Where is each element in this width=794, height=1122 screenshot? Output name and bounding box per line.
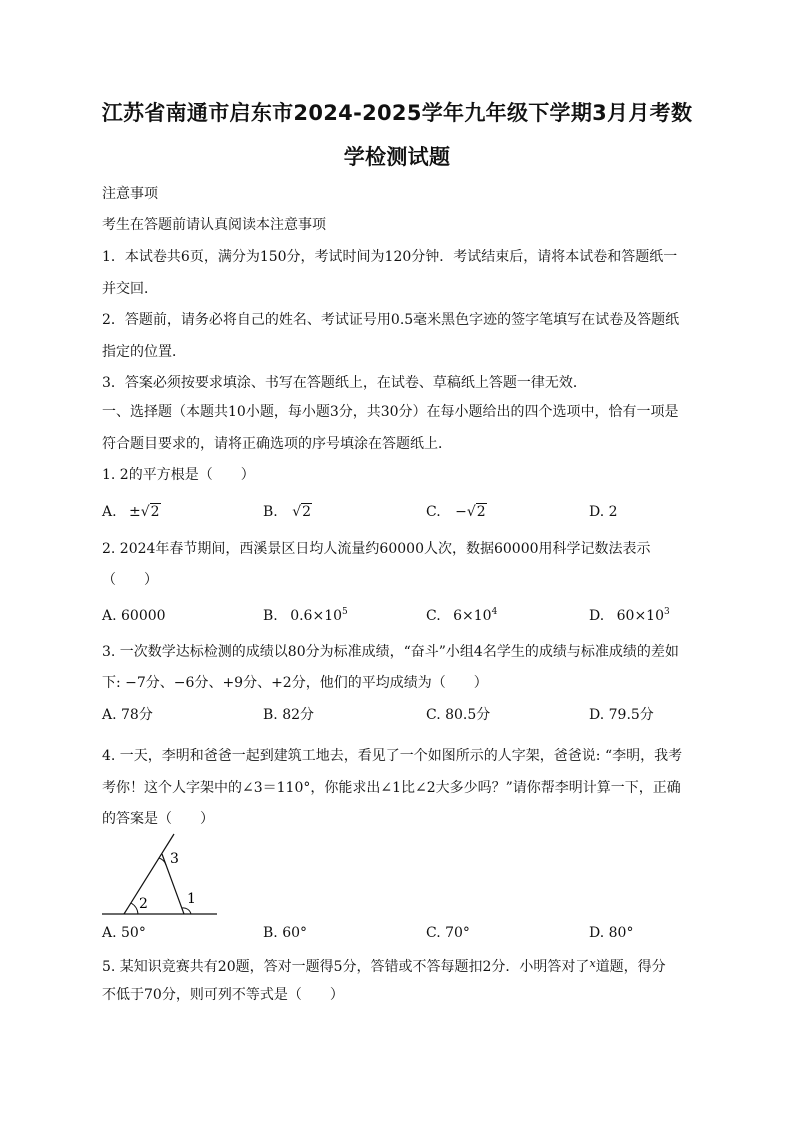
question-3-option-a: A. 78分 xyxy=(102,707,153,723)
question-5-text-cont: 道题，得分 xyxy=(595,959,666,975)
notice-item-2-cont: 指定的位置． xyxy=(102,344,186,360)
sqrt-icon: √2 xyxy=(140,504,160,520)
question-4-option-b: B. 60° xyxy=(263,925,308,941)
angle-2-arc xyxy=(131,903,138,914)
notice-heading: 注意事项 xyxy=(102,186,158,202)
question-4-option-d: D. 80° xyxy=(589,925,634,941)
notice-item-1: 1．本试卷共6页，满分为150分，考试时间为120分钟．考试结束后，请将本试卷和答题纸一 xyxy=(102,249,678,265)
question-2-option-a: A. 60000 xyxy=(102,608,166,624)
notice-intro: 考生在答题前请认真阅读本注意事项 xyxy=(102,217,326,233)
sqrt-icon: √2 xyxy=(292,504,312,520)
variable-x: x xyxy=(589,957,596,970)
question-2-option-b xyxy=(263,607,348,625)
notice-item-2: 2．答题前，请务必将自己的姓名、考试证号用0.5毫米黑色字迹的签字笔填写在试卷及答题纸 xyxy=(102,312,680,328)
left-beam xyxy=(124,834,174,914)
question-3-option-c: C. 80.5分 xyxy=(426,707,491,723)
question-2-paren: （ ） xyxy=(102,572,158,588)
herringbone-frame-figure xyxy=(100,828,225,920)
option-value: 60×10 xyxy=(616,608,664,624)
question-1-stem: 1. 2的平方根是（ ） xyxy=(102,467,255,483)
option-label: B. xyxy=(263,504,278,520)
question-4-option-a: A. 50° xyxy=(102,925,146,941)
question-4-stem-cont: 考你！这个人字架中的∠3＝110°，你能求出∠1比∠2大多少吗？”请你帮李明计算一下，正确 xyxy=(102,780,681,796)
option-value: 0.6×10 xyxy=(290,608,343,624)
exponent: 4 xyxy=(491,607,498,617)
page-title: 江苏省南通市启东市2024-2025学年九年级下学期3月月考数 xyxy=(101,101,693,125)
question-1-option-c xyxy=(426,503,487,521)
question-3-stem: 3. 一次数学达标检测的成绩以80分为标准成绩，“奋斗”小组4名学生的成绩与标准成绩的差如 xyxy=(102,644,679,660)
question-3-stem-cont: 下: −7分、−6分、+9分、+2分，他们的平均成绩为（ ） xyxy=(102,675,488,691)
sqrt-icon: √2 xyxy=(466,504,486,520)
angle-3-label: 3 xyxy=(170,851,179,867)
question-2-option-d xyxy=(589,607,670,625)
question-4-option-c: C. 70° xyxy=(426,925,470,941)
notice-item-3: 3．答案必须按要求填涂、书写在答题纸上，在试卷、草稿纸上答题一律无效． xyxy=(102,375,587,391)
question-1-option-a xyxy=(102,503,161,521)
question-5-stem xyxy=(102,955,666,976)
option-label: C. xyxy=(426,608,441,624)
radicand: 2 xyxy=(476,504,486,520)
notice-item-1-cont: 并交回． xyxy=(102,281,158,297)
section-heading: 一、选择题（本题共10小题，每小题3分，共30分）在每小题给出的四个选项中，恰有一项是 xyxy=(102,404,679,420)
page-title-continued: 学检测试题 xyxy=(343,145,451,169)
question-1-option-d: D. 2 xyxy=(589,504,618,520)
question-2-option-c xyxy=(426,607,497,625)
section-heading-cont: 符合题目要求的，请将正确选项的序号填涂在答题纸上． xyxy=(102,436,452,452)
question-1-option-b xyxy=(263,503,312,521)
plus-minus-sign: ± xyxy=(129,504,141,520)
minus-sign: − xyxy=(455,504,467,520)
option-value: 6×10 xyxy=(453,608,492,624)
option-label: C. xyxy=(426,504,441,520)
question-2-stem: 2. 2024年春节期间，西溪景区日均人流量约60000人次，数据60000用科学记数法表示 xyxy=(102,541,651,557)
angle-2-label: 2 xyxy=(139,896,148,912)
question-3-option-d: D. 79.5分 xyxy=(589,707,654,723)
option-label: B. xyxy=(263,608,278,624)
question-4-stem-end: 的答案是（ ） xyxy=(102,811,214,827)
question-5-text: 5. 某知识竞赛共有20题，答对一题得5分，答错或不答每题扣2分．小明答对了 xyxy=(102,959,590,975)
question-3-option-b: B. 82分 xyxy=(263,707,315,723)
radicand: 2 xyxy=(302,504,312,520)
question-4-stem: 4. 一天，李明和爸爸一起到建筑工地去，看见了一个如图所示的人字架，爸爸说: “李明，我考 xyxy=(102,748,683,764)
option-label: D. xyxy=(589,608,605,624)
radicand: 2 xyxy=(150,504,160,520)
option-label: A. xyxy=(102,504,117,520)
exponent: 5 xyxy=(342,607,348,617)
angle-1-label: 1 xyxy=(187,891,196,907)
exponent: 3 xyxy=(664,607,670,617)
question-5-stem-end: 不低于70分，则可列不等式是（ ） xyxy=(102,987,344,1003)
